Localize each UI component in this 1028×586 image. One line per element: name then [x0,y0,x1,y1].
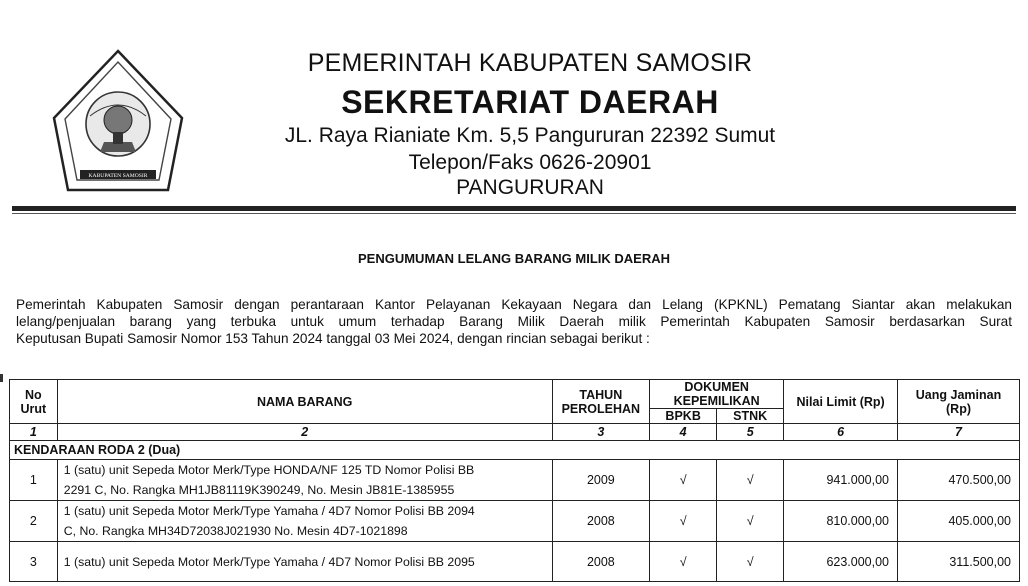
table-row [10,501,1020,542]
row-number: 3 [10,542,58,582]
paragraph-line: lelang/penjualan barang yang terbuka untuk umum terhadap Barang Milik Daerah milik Pemerintah Kabupaten Samosir berdasarkan Surat [16,314,1012,329]
acquisition-year: 2008 [552,542,650,582]
margin-mark [0,374,3,382]
item-name [57,460,552,501]
deposit-value: 311.500,00 [898,542,1020,582]
header-government: PEMERINTAH KABUPATEN SAMOSIR [307,49,753,77]
column-number: 3 [552,424,650,441]
item-name-line: 2291 C, No. Rangka MH1JB81119K390249, No. Mesin JB81E-1385955 [63,483,455,497]
announcement-title: PENGUMUMAN LELANG BARANG MILIK DAERAH [358,251,670,266]
column-number: 6 [784,424,898,441]
section-label: KENDARAAN RODA 2 (Dua) [10,441,1020,460]
column-number: 5 [717,424,784,441]
stnk-check: √ [717,501,784,542]
item-name-line: 1 (satu) unit Sepeda Motor Merk/Type HONDA/NF 125 TD Nomor Polisi BB [63,463,475,477]
column-number-row [10,424,1020,441]
auction-items-table [9,379,1020,582]
column-number: 7 [898,424,1020,441]
letterhead-divider-thin [12,213,1016,214]
column-number: 4 [650,424,717,441]
header-phone: Telepon/Faks 0626-20901 [408,151,652,174]
announcement-paragraph [16,296,1012,347]
header-bpkb: BPKB [650,409,717,424]
acquisition-year: 2008 [552,501,650,542]
stnk-check: √ [717,460,784,501]
item-name-line: C, No. Rangka MH34D72038J021930 No. Mesin 4D7-1021898 [63,524,408,538]
kabupaten-samosir-logo [50,48,186,196]
table-row [10,542,1020,582]
paragraph-line: Keputusan Bupati Samosir Nomor 153 Tahun 2024 tanggal 03 Mei 2024, dengan rincian sebagai berikut : [16,331,650,346]
header-secretariat: SEKRETARIAT DAERAH [341,84,719,120]
column-number: 2 [57,424,552,441]
row-number: 1 [10,460,58,501]
deposit-value: 470.500,00 [898,460,1020,501]
paragraph-line: Pemerintah Kabupaten Samosir dengan perantaraan Kantor Pelayanan Kekayaan Negara dan Lelang (KPKNL) Pematang Siantar akan melakukan [16,297,1012,312]
bpkb-check: √ [650,460,717,501]
header-address: JL. Raya Rianiate Km. 5,5 Pangururan 22392 Sumut [284,124,776,147]
item-name [57,501,552,542]
acquisition-year: 2009 [552,460,650,501]
header-name: NAMA BARANG [57,380,552,424]
header-limit: Nilai Limit (Rp) [784,380,898,424]
deposit-value: 405.000,00 [898,501,1020,542]
item-name-line: 1 (satu) unit Sepeda Motor Merk/Type Yamaha / 4D7 Nomor Polisi BB 2095 [63,554,475,569]
column-number: 1 [10,424,58,441]
header-docs: DOKUMEN KEPEMILIKAN [650,380,784,409]
limit-value: 810.000,00 [784,501,898,542]
svg-text:KABUPATEN SAMOSIR: KABUPATEN SAMOSIR [88,173,148,179]
row-number: 2 [10,501,58,542]
section-row [10,441,1020,460]
item-name-line: 1 (satu) unit Sepeda Motor Merk/Type Yamaha / 4D7 Nomor Polisi BB 2094 [63,504,475,518]
header-no: No Urut [10,380,58,424]
limit-value: 623.000,00 [784,542,898,582]
bpkb-check: √ [650,542,717,582]
letterhead-divider [12,206,1016,211]
header-city: PANGURURAN [456,176,604,199]
limit-value: 941.000,00 [784,460,898,501]
header-year: TAHUN PEROLEHAN [552,380,650,424]
stnk-check: √ [717,542,784,582]
header-stnk: STNK [717,409,784,424]
table-row [10,460,1020,501]
item-name [57,542,552,582]
bpkb-check: √ [650,501,717,542]
header-deposit: Uang Jaminan (Rp) [898,380,1020,424]
